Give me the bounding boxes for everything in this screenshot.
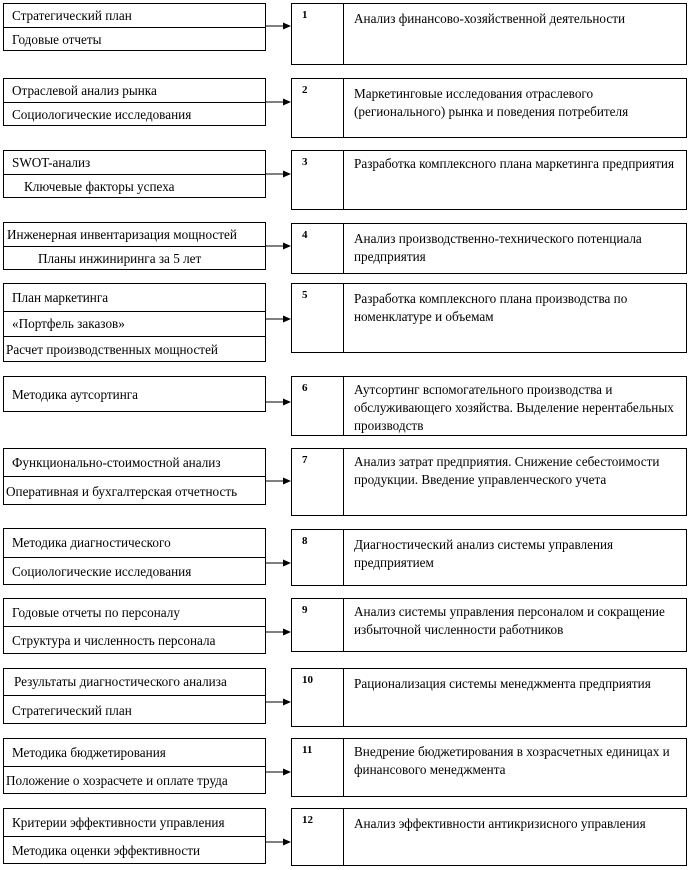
- step-number: 5: [292, 284, 344, 352]
- input-box-1: [3, 3, 266, 51]
- arrow-head-1: [283, 23, 291, 30]
- step-number: 9: [292, 599, 344, 651]
- input-box-2: [3, 78, 266, 126]
- input-box-9: [3, 598, 266, 654]
- step-number: 3: [292, 151, 344, 209]
- step-description: Анализ системы управления персоналом и сокращение избыточной численности работников: [354, 604, 665, 637]
- input-box-8: [3, 528, 266, 585]
- arrow-head-6: [283, 399, 291, 406]
- arrow-head-12: [283, 839, 291, 846]
- step-box-11: [291, 738, 687, 797]
- step-number: 7: [292, 449, 344, 515]
- input-box-7: [3, 448, 266, 505]
- step-description: Разработка комплексного плана производства по номенклатуре и объемам: [354, 291, 628, 324]
- input-item: Структура и численность персонала: [12, 633, 216, 649]
- input-box-4: [3, 222, 266, 270]
- input-box-3: [3, 150, 266, 198]
- input-item: Стратегический план: [4, 4, 265, 28]
- step-description: Анализ производственно-технического потенциала предприятия: [354, 231, 642, 264]
- input-item: Оперативная и бухгалтерская отчетность: [6, 483, 238, 499]
- arrow-head-11: [283, 769, 291, 776]
- step-description: Рационализация системы менеджмента предприятия: [354, 676, 651, 691]
- input-item: Отраслевой анализ рынка: [4, 79, 265, 103]
- input-item: SWOT-анализ: [4, 151, 265, 175]
- input-box-10: [3, 668, 266, 724]
- step-box-1: [291, 3, 687, 65]
- step-box-3: [291, 150, 687, 210]
- step-number: 2: [292, 79, 344, 137]
- input-item: «Портфель заказов»: [4, 312, 265, 337]
- input-box-6: [3, 376, 266, 412]
- input-item: Планы инжиниринга за 5 лет: [38, 251, 202, 267]
- step-description: Диагностический анализ системы управления предприятием: [354, 537, 614, 570]
- step-box-2: [291, 78, 687, 138]
- step-description: Внедрение бюджетирования в хозрасчетных единицах и финансового менеджмента: [354, 744, 670, 777]
- step-number: 6: [292, 377, 344, 435]
- input-item: Стратегический план: [12, 702, 132, 718]
- arrow-head-7: [283, 478, 291, 485]
- step-box-4: [291, 223, 687, 274]
- step-number: 4: [292, 224, 344, 273]
- step-number: 12: [292, 809, 344, 865]
- input-item: Положение о хозрасчете и оплате труда: [6, 773, 228, 789]
- step-box-5: [291, 283, 687, 353]
- input-item: План маркетинга: [4, 284, 265, 312]
- step-description: Анализ эффективности антикризисного управления: [354, 816, 646, 831]
- input-item: Методика диагностического: [4, 529, 265, 558]
- arrow-head-4: [283, 243, 291, 250]
- input-item: Социологические исследования: [12, 107, 192, 123]
- step-box-8: [291, 529, 687, 586]
- step-description: Анализ затрат предприятия. Снижение себестоимости продукции. Введение управленческого учета: [354, 454, 660, 487]
- input-item: Функционально-стоимостной анализ: [4, 449, 265, 477]
- input-item: Результаты диагностического анализа: [4, 669, 265, 696]
- step-description: Анализ финансово-хозяйственной деятельности: [354, 11, 626, 26]
- step-box-10: [291, 668, 687, 727]
- input-item: Ключевые факторы успеха: [24, 179, 175, 195]
- input-item: Методика оценки эффективности: [12, 843, 201, 859]
- arrow-head-9: [283, 629, 291, 636]
- input-box-12: [3, 808, 266, 864]
- step-number: 10: [292, 669, 344, 726]
- arrow-head-5: [283, 316, 291, 323]
- input-box-5: [3, 283, 266, 362]
- input-item: Годовые отчеты: [12, 32, 102, 48]
- input-item: Социологические исследования: [12, 564, 192, 580]
- input-item: Расчет производственных мощностей: [6, 342, 218, 358]
- input-item: Годовые отчеты по персоналу: [4, 599, 265, 627]
- arrow-head-8: [283, 560, 291, 567]
- step-description: Разработка комплексного плана маркетинга предприятия: [354, 156, 675, 171]
- arrow-head-2: [283, 99, 291, 106]
- input-item: Методика бюджетирования: [4, 739, 265, 767]
- step-box-7: [291, 448, 687, 516]
- step-number: 11: [292, 739, 344, 796]
- step-number: 8: [292, 530, 344, 585]
- step-box-12: [291, 808, 687, 866]
- step-number: 1: [292, 4, 344, 64]
- input-item: Инженерная инвентаризация мощностей: [4, 223, 265, 247]
- input-item: Методика аутсортинга: [12, 387, 139, 403]
- step-description: Маркетинговые исследования отраслевого (регионального) рынка и поведения потребителя: [354, 86, 629, 119]
- arrow-head-10: [283, 699, 291, 706]
- arrow-head-3: [283, 171, 291, 178]
- input-item: Критерии эффективности управления: [4, 809, 265, 837]
- step-box-6: [291, 376, 687, 436]
- input-box-11: [3, 738, 266, 794]
- step-description: Аутсортинг вспомогательного производства и обслуживающего хозяйства. Выделение нерентабельных производств: [354, 382, 674, 433]
- step-box-9: [291, 598, 687, 652]
